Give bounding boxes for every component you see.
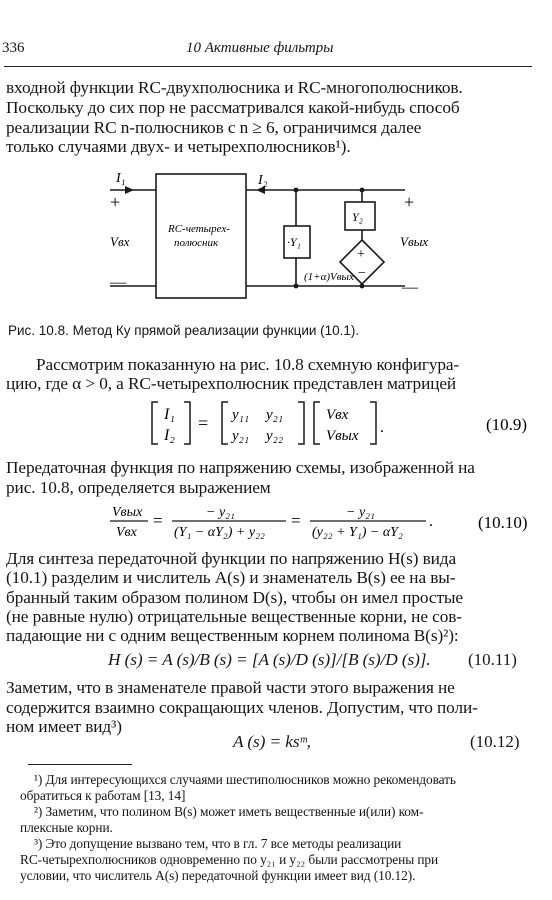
footnote-line: плексные корни. — [20, 820, 113, 835]
bracket — [184, 402, 190, 444]
text-line: Поскольку до сих пор не рассматривался какой-нибудь способ — [6, 98, 460, 117]
minus-right: — — [402, 279, 418, 296]
footnote-line: ³) Это допущение вызвано тем, что в гл. 7 все методы реализации — [34, 836, 402, 851]
vin-label: Vвх — [110, 234, 130, 249]
eq-term: Vвх — [116, 525, 137, 540]
figure-caption: Рис. 10.8. Метод Ку прямой реализации функции (10.1). — [8, 323, 360, 338]
text-line: только случаями двух- и четырехполюсников¹). — [6, 137, 351, 156]
box-text-line2: полюсник — [174, 237, 219, 249]
bracket — [152, 402, 158, 444]
plus-left: + — [110, 192, 121, 212]
gain-label: (1+α)Vвых — [304, 271, 354, 283]
chapter-title: 10 Активные фильтры — [186, 40, 334, 56]
eq-term: − y₂₁ — [206, 505, 235, 520]
text-line: (не равные нулю) отрицательные вещественные корни, не сов- — [6, 607, 462, 626]
eq-term: I₂ — [164, 427, 175, 444]
eq-term: y₁₁ — [232, 407, 250, 423]
text-line: Рассмотрим показанную на рис. 10.8 схемную конфигура- — [36, 355, 460, 374]
node — [294, 284, 299, 289]
eq-term: y₂₁ — [266, 407, 284, 423]
footnote-rule — [28, 764, 132, 765]
rc-four-port-box — [156, 174, 246, 298]
circuit-diagram — [0, 160, 552, 310]
source-plus: + — [357, 247, 365, 262]
eq-term: (Y₁ − αY₂) + y₂₂ — [174, 525, 265, 540]
minus-left: — — [110, 274, 126, 291]
node — [360, 188, 365, 193]
vout-label: Vвых — [400, 234, 429, 249]
eq-term: Vвых — [326, 428, 359, 444]
y2-label: Y₂ — [352, 210, 363, 224]
bracket — [314, 402, 320, 444]
bracket — [370, 402, 376, 444]
text-line: реализации RC n-полюсников с n ≥ 6, ограничимся далее — [6, 118, 422, 137]
i1-arrow — [125, 186, 134, 194]
eq-sign: = — [153, 511, 163, 530]
page-number: 336 — [2, 40, 25, 56]
text-line: содержится взаимно сокращающих членов. Допустим, что поли- — [6, 698, 478, 717]
equation-number: (10.10) — [478, 513, 528, 532]
bracket — [222, 402, 228, 444]
header-rule — [4, 66, 532, 67]
eq-sign: = — [291, 511, 301, 530]
i2-label: I₂ — [258, 173, 268, 188]
source-minus: − — [358, 266, 366, 281]
equation-number: (10.9) — [486, 415, 528, 434]
text-line: рис. 10.8, определяется выражением — [6, 478, 271, 497]
footnote-line: обратиться к работам [13, 14] — [20, 788, 186, 803]
eq-sign: = — [198, 413, 209, 433]
footnote-line: RC-четырехполюсников одновременно по y₂₁ и y₂₂ были рассмотрены при — [20, 852, 439, 867]
i1-label: I₁ — [116, 171, 126, 186]
node — [294, 188, 299, 193]
text-line: цию, где α > 0, а RC-четырехполюсник представлен матрицей — [6, 374, 457, 393]
eq-term: (y₂₂ + Y₁) − αY₂ — [312, 525, 403, 540]
eq-term: Vвх — [326, 407, 349, 423]
eq-dot: . — [429, 513, 433, 530]
node — [360, 284, 365, 289]
eq-term: y₂₁ — [232, 428, 250, 444]
text-line: бранный таким образом полином D(s), чтобы он имел простые — [6, 588, 464, 607]
eq-term: y₂₂ — [266, 428, 284, 444]
bracket — [298, 402, 304, 444]
text-line: входной функции RC-двухполюсника и RC-многополюсников. — [6, 78, 463, 97]
equation-10-10 — [0, 500, 552, 544]
equation-10-9 — [0, 398, 552, 450]
box-text-line1: RC-четырех- — [168, 223, 230, 235]
plus-right: + — [404, 192, 415, 212]
text-line: Для синтеза передаточной функции по напряжению H(s) вида — [6, 549, 457, 568]
eq-term: I₁ — [164, 406, 175, 423]
footnote-line: условии, что числитель A(s) передаточной функции имеет вид (10.12). — [20, 868, 416, 883]
eq-dot: . — [380, 419, 384, 436]
equation-number: (10.12) — [470, 732, 520, 751]
text-line: Передаточная функция по напряжению схемы, изображенной на — [6, 458, 475, 477]
equation-10-11: H (s) = A (s)/B (s) = [A (s)/D (s)]/[B (s)/D (s)]. — [108, 650, 431, 669]
equation-number: (10.11) — [468, 650, 517, 669]
eq-term: Vвых — [112, 505, 143, 520]
footnote-line: ²) Заметим, что полином B(s) может иметь вещественные и(или) ком- — [34, 804, 424, 819]
text-line: (10.1) разделим и числитель A(s) и знаменатель B(s) ее на вы- — [6, 568, 456, 587]
text-line: Заметим, что в знаменателе правой части этого выражения не — [6, 678, 455, 697]
text-line: ном имеет вид³) — [6, 717, 122, 736]
footnote-line: ¹) Для интересующихся случаями шестиполюсников можно рекомендовать — [34, 772, 456, 787]
eq-term: − y₂₁ — [346, 505, 375, 520]
y1-label: ·Y₁ — [287, 235, 301, 249]
equation-10-12: A (s) = ksᵐ, — [233, 732, 311, 751]
text-line: падающие ни с одним вещественным корнем полинома B(s)²): — [6, 626, 459, 645]
